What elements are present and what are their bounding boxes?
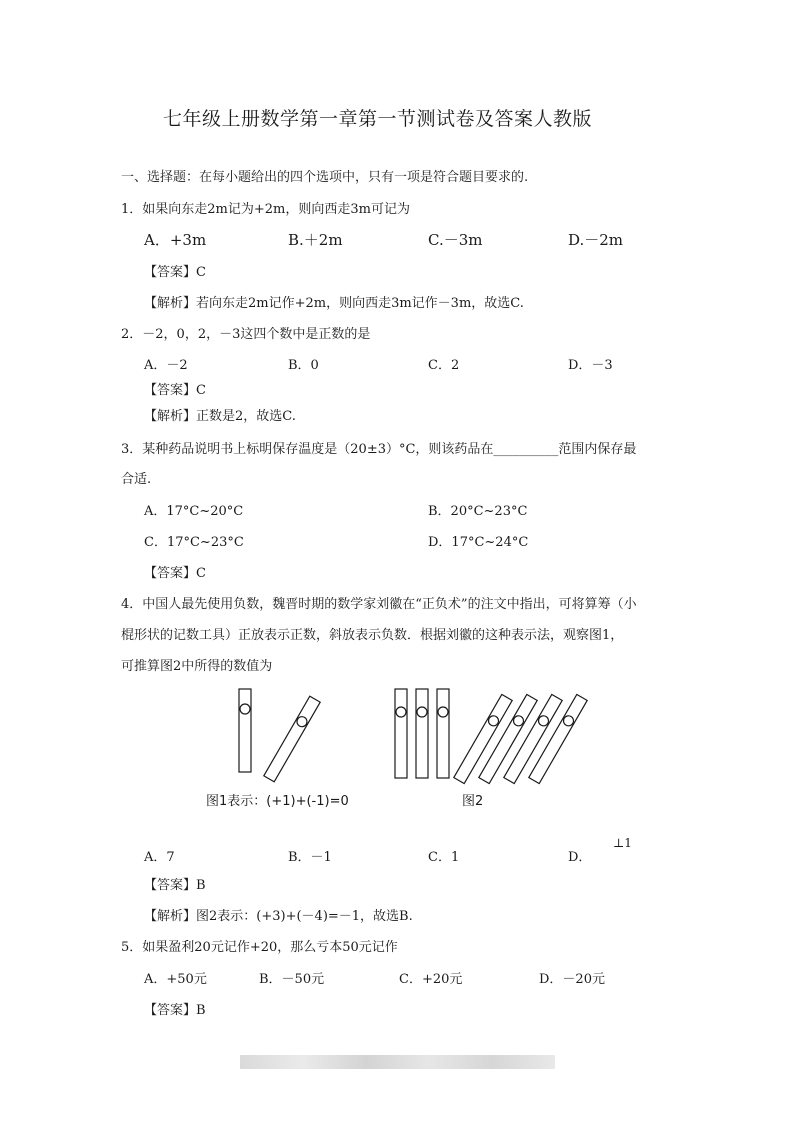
- q4-analysis: 【解析】图2表示：(+3)+(－4)=－1，故选B.: [144, 909, 413, 924]
- q1-option-c: C.－3m: [428, 231, 483, 249]
- q5-option-d: D．－20元: [539, 972, 605, 987]
- blurred-footer-watermark: [240, 1055, 555, 1069]
- q2-option-b: B．0: [288, 358, 319, 373]
- question-3-stem-line1: 3．某种药品说明书上标明保存温度是（20±3）°C，则该药品在__________范围内保存最: [121, 442, 637, 457]
- q3-option-b: B．20°C~23°C: [428, 504, 528, 519]
- section-heading: 一、选择题：在每小题给出的四个选项中，只有一项是符合题目要求的.: [121, 170, 529, 185]
- q1-option-a: A．+3m: [144, 231, 207, 249]
- q3-option-d: D．17°C~24°C: [428, 535, 529, 550]
- question-2-stem: 2．－2，0，2，－3这四个数中是正数的是: [121, 327, 371, 342]
- q4-option-c: C．1: [428, 850, 460, 865]
- q5-option-b: B．－50元: [259, 972, 325, 987]
- question-1-stem: 1．如果向东走2m记为+2m，则向西走3m可记为: [121, 202, 410, 217]
- q1-analysis: 【解析】若向东走2m记作+2m，则向西走3m记作－3m，故选C.: [144, 296, 524, 311]
- q3-answer: 【答案】C: [144, 566, 206, 581]
- q2-option-c: C．2: [428, 358, 460, 373]
- fig2-upright-rod-1: [395, 689, 407, 778]
- figure-1-caption: 图1表示：(+1)+(-1)=0: [206, 794, 349, 809]
- q2-option-a: A．－2: [144, 358, 188, 373]
- q3-option-c: C．17°C~23°C: [144, 535, 244, 550]
- fig1-upright-rod-circle: [240, 704, 250, 714]
- question-5-stem: 5．如果盈利20元记作+20，那么亏本50元记作: [121, 940, 398, 955]
- q2-answer: 【答案】C: [144, 383, 206, 398]
- q4-option-a: A．7: [144, 850, 175, 865]
- q4-option-d: D．: [568, 850, 592, 865]
- question-3-stem-line2: 合适.: [121, 472, 152, 487]
- q5-option-a: A．+50元: [144, 972, 207, 987]
- question-4-stem-line2: 棍形状的记数工具）正放表示正数，斜放表示负数．根据刘徽的这种表示法，观察图1，: [121, 628, 624, 643]
- q4-option-d-value: ⊥1: [613, 836, 632, 850]
- page-title: 七年级上册数学第一章第一节测试卷及答案人教版: [163, 108, 593, 130]
- q2-option-d: D．－3: [568, 358, 613, 373]
- question-4-stem-line3: 可推算图2中所得的数值为: [121, 659, 273, 674]
- figure-2-caption: 图2: [462, 794, 484, 809]
- fig1-slanted-rod: [264, 696, 320, 782]
- fig1-upright-rod: [239, 689, 251, 772]
- question-4-stem-line1: 4．中国人最先使用负数，魏晋时期的数学家刘徽在“正负术”的注文中指出，可将算筹（小: [121, 597, 637, 612]
- q5-answer: 【答案】B: [144, 1003, 206, 1018]
- q4-option-b: B．－1: [288, 850, 332, 865]
- q2-analysis: 【解析】正数是2，故选C.: [144, 409, 296, 424]
- q4-answer: 【答案】B: [144, 878, 206, 893]
- fig2-upright-rod-3: [437, 689, 449, 778]
- fig2-upright-rod-2: [416, 689, 428, 778]
- q5-option-c: C．+20元: [399, 972, 463, 987]
- q1-answer: 【答案】C: [144, 265, 206, 280]
- q1-option-b: B.＋2m: [288, 231, 343, 249]
- q1-option-d: D.－2m: [568, 231, 624, 249]
- q3-option-a: A．17°C~20°C: [144, 504, 244, 519]
